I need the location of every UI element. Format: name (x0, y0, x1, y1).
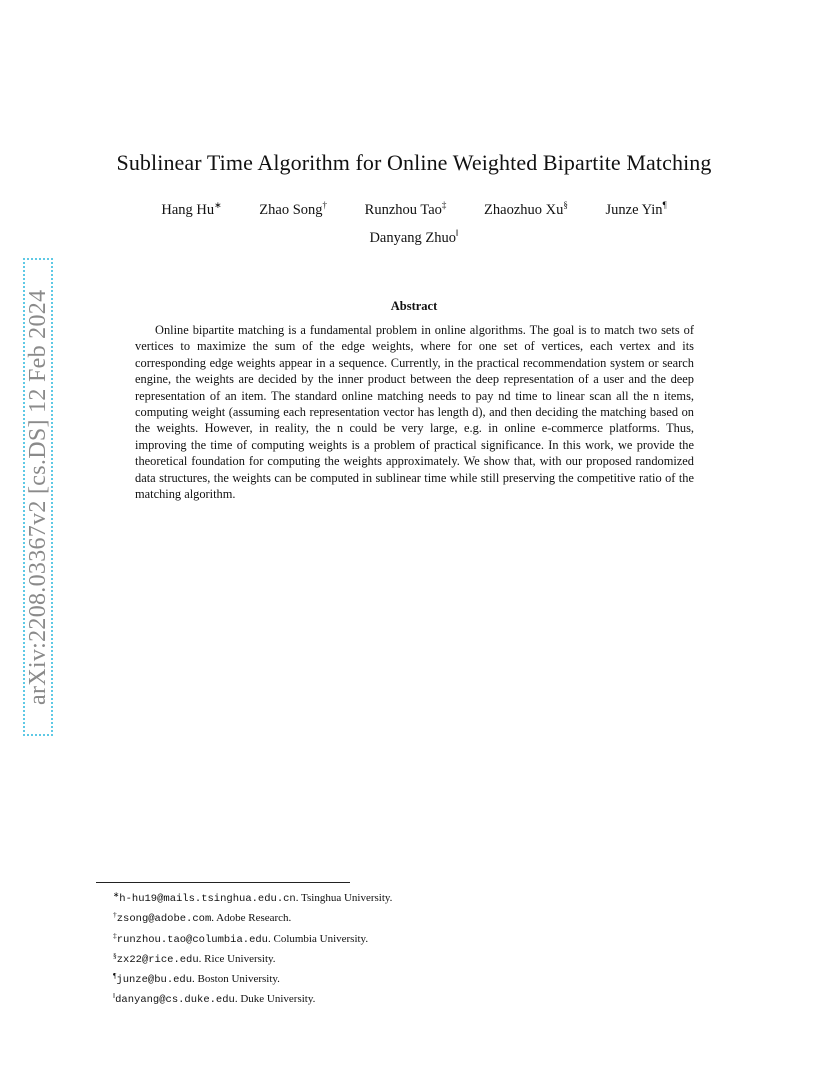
footnote-divider (96, 882, 350, 883)
footnote: §zx22@rice.edu. Rice University. (113, 950, 276, 966)
author-junze-yin: Junze Yin¶ (605, 200, 667, 218)
paper-title: Sublinear Time Algorithm for Online Weighted Bipartite Matching (116, 150, 712, 175)
email-link[interactable]: zx22@rice.edu (116, 953, 199, 966)
footnotes (113, 887, 713, 1009)
author-list (0, 200, 828, 219)
author-hang-hu: Hang Hu∗ (161, 200, 222, 218)
author-zhaozhuo-xu: Zhaozhuo Xu§ (484, 200, 568, 218)
author-runzhou-tao: Runzhou Tao‡ (364, 200, 447, 218)
abstract-heading: Abstract (390, 299, 438, 313)
email-link[interactable]: zsong@adobe.com (116, 913, 212, 926)
author-list-line-2 (0, 228, 828, 247)
email-link[interactable]: junze@bu.edu (116, 974, 193, 987)
arxiv-stamp: arXiv:2208.03367v2 [cs.DS] 12 Feb 2024 (23, 258, 53, 736)
abstract-text: Online bipartite matching is a fundamental problem in online algorithms. The goal is to match two sets of vertices to maximize the sum of the edge weights, where for one set of vertices, each vertex and its corresponding edge weights appear in a sequence. Currently, in the practical recommendation system or search engine, the weights are decided by the inner product between the deep representation of a user and the deep representation of an item. The standard online matching needs to pay nd time to linear scan all the n items, computing weight (assuming each representation vector has length d), and then deciding the matching based on the weights. However, in reality, the n could be very large, e.g. in online e-commerce platforms. Thus, improving the time of computing weights is a problem of practical significance. In this work, we provide the theoretical foundation for computing the weights approximately. We show that, with our proposed randomized data structures, the weights can be computed in sublinear time while still preserving the competitive ratio of the matching algorithm. (135, 323, 694, 502)
author-danyang-zhuo: Danyang Zhuo‖ (369, 228, 459, 246)
footnote: ‡runzhou.tao@columbia.edu. Columbia University. (113, 930, 369, 946)
author-zhao-song: Zhao Song† (259, 200, 328, 218)
footnote: ‖danyang@cs.duke.edu. Duke University. (113, 991, 316, 1007)
footnote: ¶junze@bu.edu. Boston University. (113, 971, 280, 987)
footnote: ∗h-hu19@mails.tsinghua.edu.cn. Tsinghua University. (113, 890, 393, 905)
email-link[interactable]: danyang@cs.duke.edu (115, 994, 235, 1007)
email-link[interactable]: h-hu19@mails.tsinghua.edu.cn (119, 893, 296, 905)
email-link[interactable]: runzhou.tao@columbia.edu (116, 933, 268, 946)
footnote: †zsong@adobe.com. Adobe Research. (113, 910, 292, 926)
